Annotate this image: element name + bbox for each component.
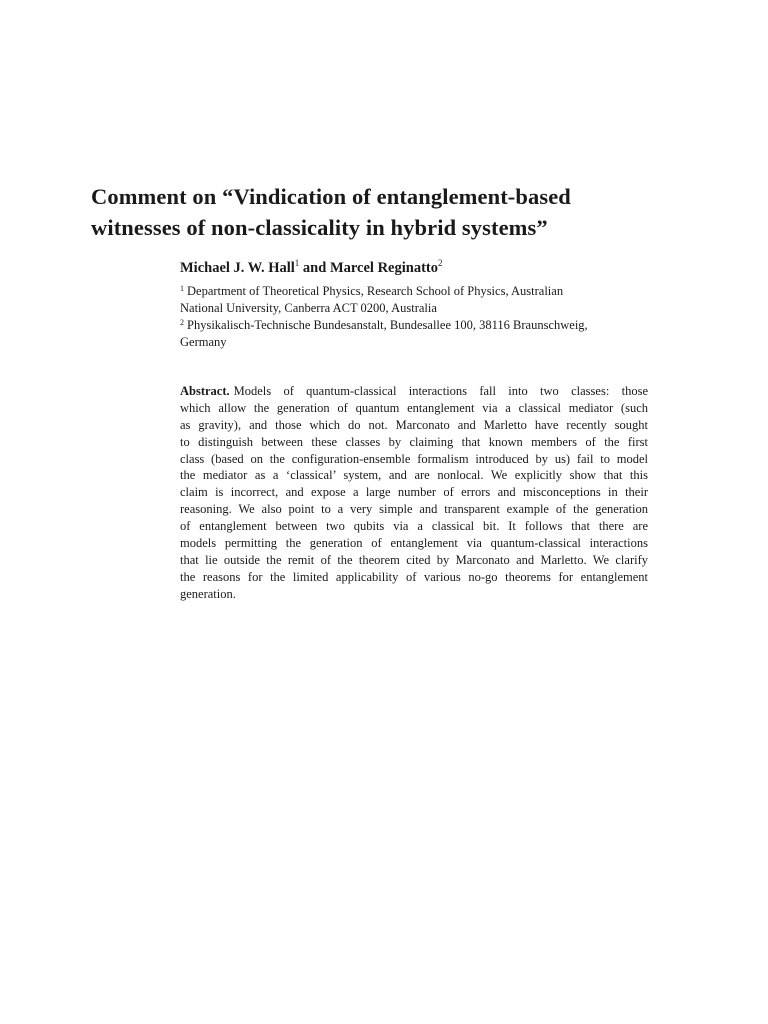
affiliation-line bbox=[180, 283, 640, 300]
title-line: witnesses of non-classicality in hybrid systems” bbox=[91, 215, 548, 240]
abstract-line: models permitting the generation of entanglement via quantum-classical interactions bbox=[180, 536, 648, 551]
affiliation-line: Germany bbox=[180, 335, 227, 349]
affiliation bbox=[180, 283, 640, 317]
abstract-label: Abstract. bbox=[180, 384, 230, 398]
abstract-line: that lie outside the remit of the theorem cited by Marconato and Marletto. We clarify bbox=[180, 552, 648, 567]
abstract-line: to distinguish between these classes by claiming that known members of the first bbox=[180, 434, 648, 449]
author-connector: and bbox=[299, 260, 330, 276]
affiliation-mark: 1 bbox=[180, 284, 184, 293]
abstract-line bbox=[180, 383, 648, 400]
abstract-line: the mediator as a ‘classical’ system, and are nonlocal. We explicitly show that this bbox=[180, 468, 648, 483]
abstract-line: claim is incorrect, and expose a large number of errors and misconceptions in their bbox=[180, 485, 648, 500]
paper-title bbox=[91, 181, 691, 243]
author-affiliation-mark: 2 bbox=[437, 258, 443, 268]
author-affiliation-mark: 1 bbox=[294, 258, 300, 268]
affiliation bbox=[180, 317, 640, 351]
abstract-line: generation. bbox=[180, 586, 236, 601]
author-name: Marcel Reginatto bbox=[329, 260, 438, 276]
abstract bbox=[180, 383, 648, 603]
abstract-line: class (based on the configuration-ensemble formalism introduced by us) fail to model bbox=[180, 451, 648, 466]
affiliation-line bbox=[180, 317, 640, 334]
affiliation-line: National University, Canberra ACT 0200, Australia bbox=[180, 301, 437, 315]
author-name: Michael J. W. Hall bbox=[180, 260, 295, 276]
author-list bbox=[180, 260, 442, 277]
abstract-line: reasoning. We also point to a very simple and transparent example of the generation bbox=[180, 502, 648, 517]
abstract-line: as gravity), and those which do not. Marconato and Marletto have recently sought bbox=[180, 417, 648, 432]
affiliation-text: Department of Theoretical Physics, Research School of Physics, Australian bbox=[187, 284, 564, 298]
abstract-line: which allow the generation of quantum entanglement via a classical mediator (such bbox=[180, 400, 648, 415]
abstract-line: of entanglement between two qubits via a classical bit. It follows that there are bbox=[180, 519, 648, 534]
affiliation-text: Physikalisch-Technische Bundesanstalt, Bundesallee 100, 38116 Braunschweig, bbox=[187, 318, 588, 332]
title-line: Comment on “Vindication of entanglement-based bbox=[91, 184, 571, 209]
abstract-text: Models of quantum-classical interactions fall into two classes: those bbox=[233, 384, 648, 398]
affiliation-mark: 2 bbox=[180, 318, 184, 327]
abstract-line: the reasons for the limited applicability of various no-go theorems for entanglement bbox=[180, 569, 648, 584]
